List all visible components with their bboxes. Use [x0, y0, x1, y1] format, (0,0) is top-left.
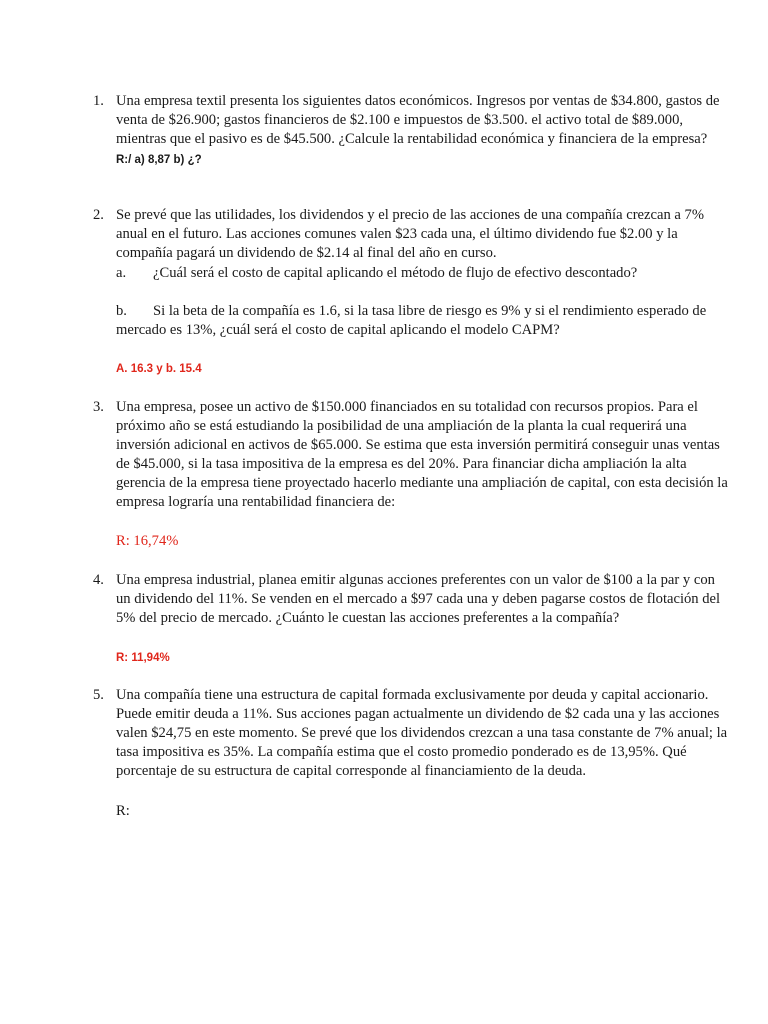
question-4-number: 4.: [93, 572, 104, 588]
question-3-text: Una empresa, posee un activo de $150.000 financiados en su totalidad con recursos propios. Para el próximo año se está estudiando la posibilidad de una ampliación de la planta la cual requerirá una inversión adicional en activos de $65.000. Se estima que esta inversión permitirá conseguir unas ventas de $45.000, si la tasa impositiva de la empresa es del 20%. Para financiar dicha ampliación la alta gerencia de la empresa tiene proyectado hacerlo mediante una ampliación de capital, con esta decisión la empresa lograría una rentabilidad financiera de:: [116, 399, 728, 510]
question-3-number: 3.: [93, 399, 104, 415]
question-2-answer: A. 16.3 y b. 15.4: [116, 363, 202, 375]
question-2-number: 2.: [93, 207, 104, 223]
question-2-sub-b-letter: b.: [116, 303, 127, 319]
question-3-answer: R: 16,74%: [116, 533, 179, 549]
question-4-text: Una empresa industrial, planea emitir algunas acciones preferentes con un valor de $100 a la par y con un dividendo del 11%. Se venden en el mercado a $97 cada una y deben pagarse costos de flotación del 5% del precio de mercado. ¿Cuánto le cuestan las acciones preferentes a la compañía?: [116, 572, 721, 626]
question-2-sub-a-text: ¿Cuál será el costo de capital aplicando el método de flujo de efectivo descontado?: [153, 265, 638, 281]
question-1-text: Una empresa textil presenta los siguientes datos económicos. Ingresos por ventas de $34.800, gastos de venta de $26.900; gastos financieros de $2.100 e impuestos de $3.500. el activo total de $89.000, mientras que el pasivo es de $45.500. ¿Calcule la rentabilidad económica y financiera de la empresa?: [116, 93, 720, 147]
question-1-answer: R:/ a) 8,87 b) ¿?: [116, 154, 202, 166]
question-5-number: 5.: [93, 687, 104, 703]
question-4-answer: R: 11,94%: [116, 652, 170, 664]
question-1-number: 1.: [93, 93, 104, 109]
question-2-text: Se prevé que las utilidades, los dividendos y el precio de las acciones de una compañía crezcan a 7% anual en el futuro. Las acciones comunes valen $23 cada una, el último dividendo fue $2.00 y la compañía pagará un dividendo de $2.14 al final del año en curso.: [116, 207, 704, 261]
question-5-answer: R:: [116, 803, 130, 819]
question-2-sub-b-text: Si la beta de la compañía es 1.6, si la tasa libre de riesgo es 9% y si el rendimiento esperado de mercado es 13%, ¿cuál será el costo de capital aplicando el modelo CAPM?: [116, 303, 707, 338]
question-5-text: Una compañía tiene una estructura de capital formada exclusivamente por deuda y capital accionario. Puede emitir deuda a 11%. Sus acciones pagan actualmente un dividendo de $2 cada una y las acciones valen $24,75 en este momento. Se prevé que los dividendos crezcan a una tasa constante de 7% anual; la tasa impositiva es 35%. La compañía estima que el costo promedio ponderado es de 13,95%. Qué porcentaje de su estructura de capital corresponde al financiamiento de la deuda.: [116, 687, 728, 779]
question-2-sub-a-letter: a.: [116, 265, 127, 281]
